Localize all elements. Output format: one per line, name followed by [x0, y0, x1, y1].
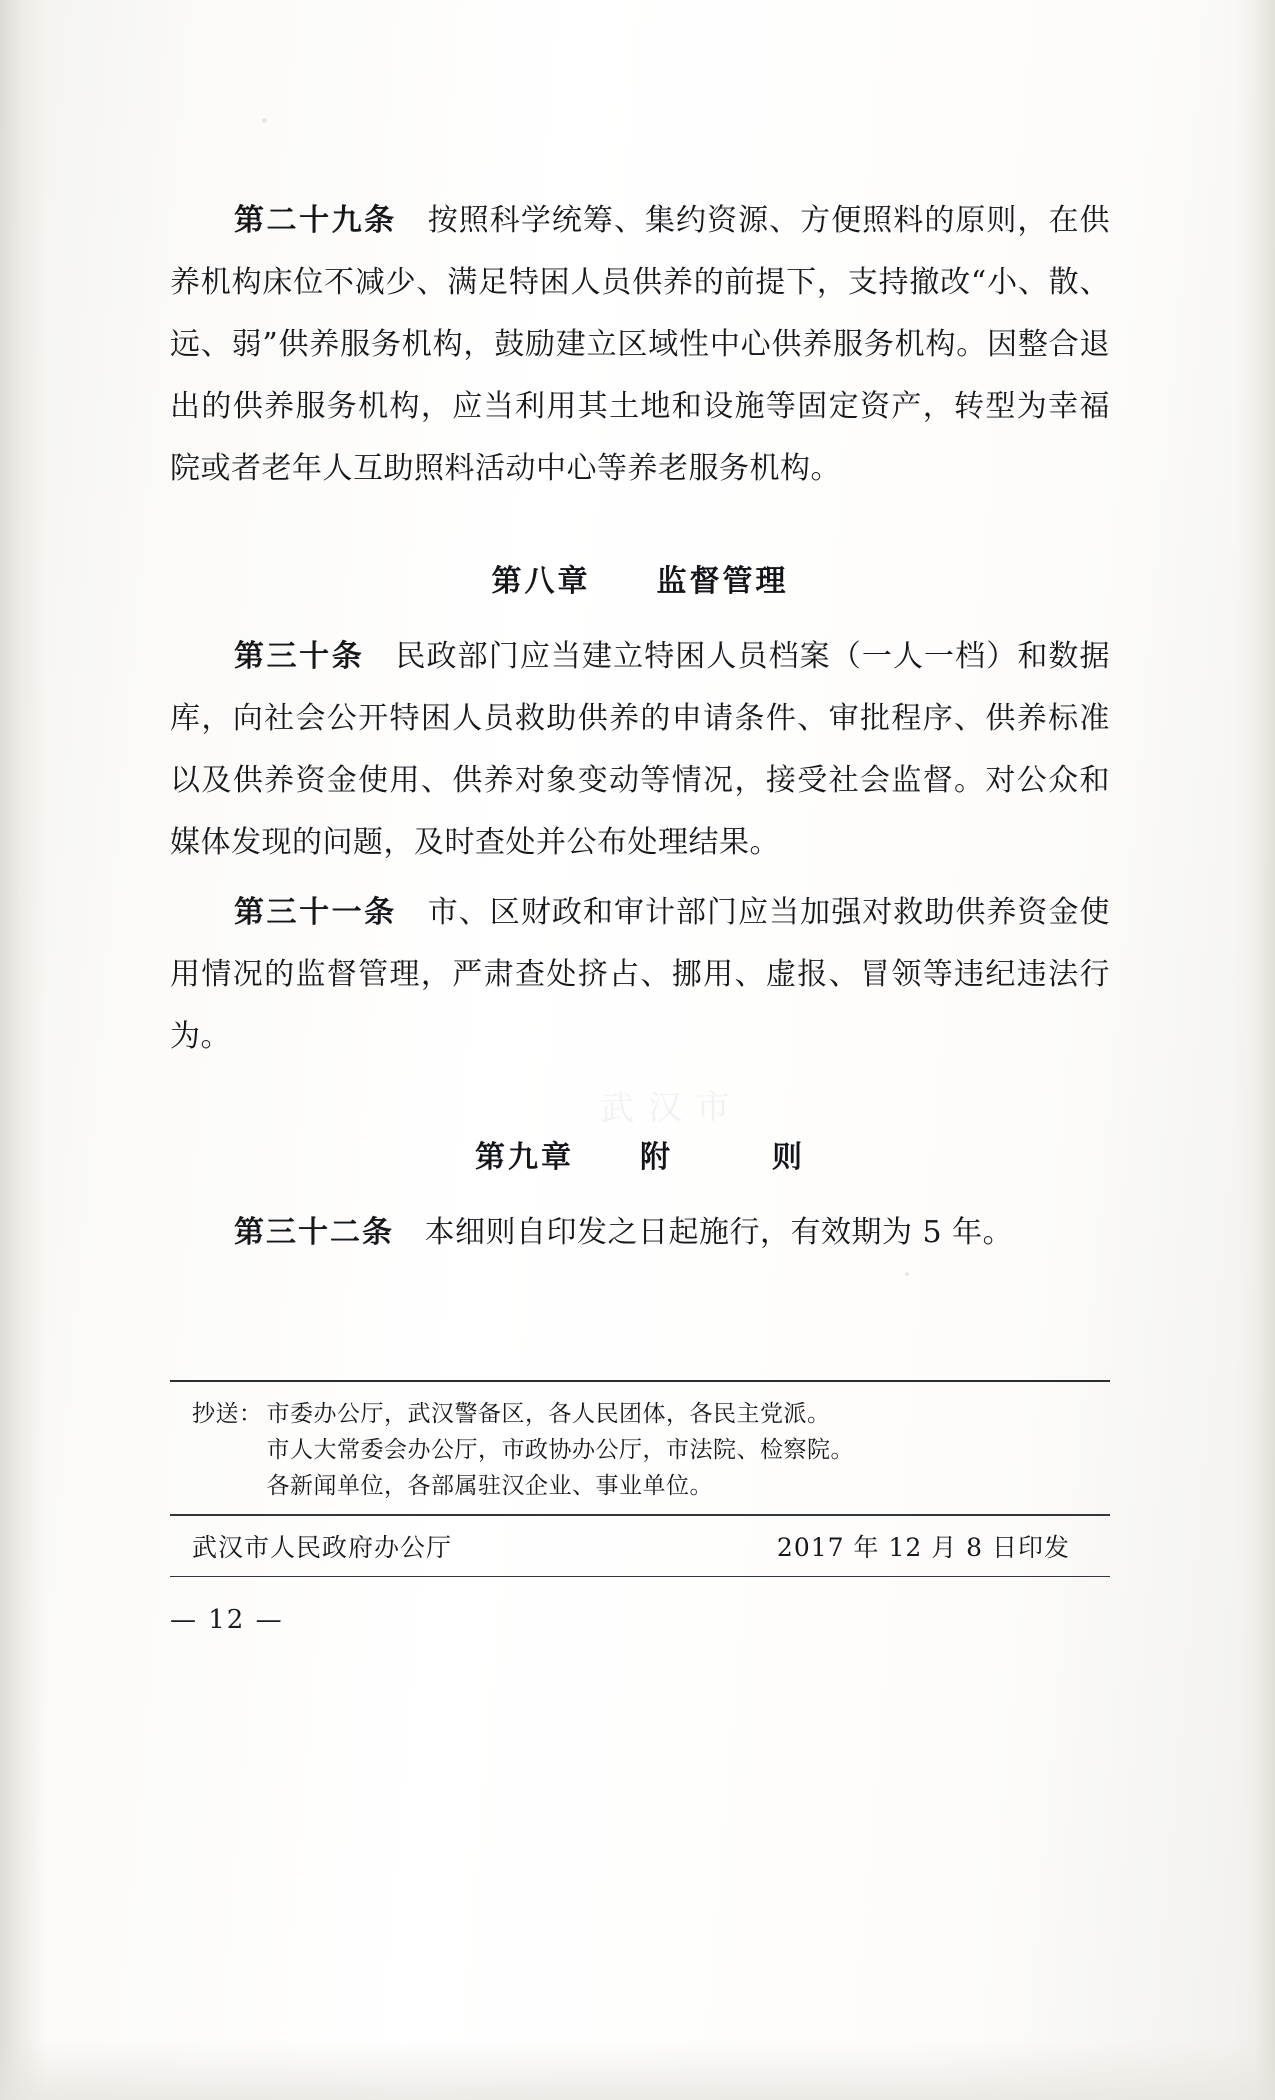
article-29-paragraph — [170, 190, 1110, 500]
chapter-8-heading: 第八章 监督管理 — [491, 564, 789, 599]
chapter-9-heading: 第九章 附 则 — [475, 1140, 805, 1175]
page-edge-shadow-bottom — [0, 2040, 1275, 2100]
circulation-lines — [267, 1396, 855, 1504]
article-31-label: 第三十一条 — [234, 895, 397, 930]
spacer — [170, 508, 1110, 526]
scan-speck — [905, 1272, 909, 1276]
article-32-text: 本细则自印发之日起施行，有效期为 5 年。 — [394, 1215, 1014, 1250]
page-edge-shadow-right — [1235, 0, 1275, 2100]
issuer-row — [170, 1516, 1110, 1576]
issue-date: 2017 年 12 月 8 日印发 — [776, 1532, 1070, 1562]
circulation-list — [170, 1382, 1110, 1514]
article-29-text: 按照科学统筹、集约资源、方便照料的原则，在供养机构床位不减少、满足特困人员供养的前提下，支持撤改“小、散、远、弱”供养服务机构，鼓励建立区域性中心供养服务机构。因整合退出的供养服务机构，应当利用其土地和设施等固定资产，转型为幸福院或者老年人互助照料活动中心等养老服务机构。 — [170, 203, 1111, 486]
spacer — [170, 1076, 1110, 1102]
article-29-label: 第二十九条 — [234, 203, 397, 238]
background-watermark: 武汉市 — [599, 1086, 745, 1130]
circulation-line: 市委办公厅，武汉警备区，各人民团体，各民主党派。 — [266, 1401, 831, 1427]
issuing-office: 武汉市人民政府办公厅 — [192, 1532, 453, 1562]
article-32-paragraph — [170, 1202, 1110, 1264]
article-32-label: 第三十二条 — [234, 1215, 394, 1250]
circulation-line: 市人大常委会办公厅，市政协办公厅，市法院、检察院。 — [266, 1437, 854, 1463]
footer-rule-bottom — [170, 1576, 1110, 1578]
article-30-label: 第三十条 — [234, 639, 365, 674]
document-footer — [170, 1380, 1110, 1577]
document-body — [170, 190, 1110, 1272]
article-31-text: 市、区财政和审计部门应当加强对救助供养资金使用情况的监督管理，严肃查处挤占、挪用、虚报、冒领等违纪违法行为。 — [170, 895, 1111, 1054]
scan-speck — [262, 118, 267, 123]
article-30-paragraph — [170, 626, 1110, 874]
circulation-label: 抄送： — [192, 1401, 263, 1427]
article-30-text: 民政部门应当建立特困人员档案（一人一档）和数据库，向社会公开特困人员救助供养的申请条件、审批程序、供养标准以及供养资金使用、供养对象变动等情况，接受社会监督。对公众和媒体发现的问题，及时查处并公布处理结果。 — [170, 639, 1111, 860]
circulation-line: 各新闻单位，各部属驻汉企业、事业单位。 — [266, 1473, 713, 1499]
page-edge-shadow-left — [0, 0, 46, 2100]
article-31-paragraph — [170, 882, 1110, 1068]
page-number: — 12 — — [170, 1605, 284, 1635]
